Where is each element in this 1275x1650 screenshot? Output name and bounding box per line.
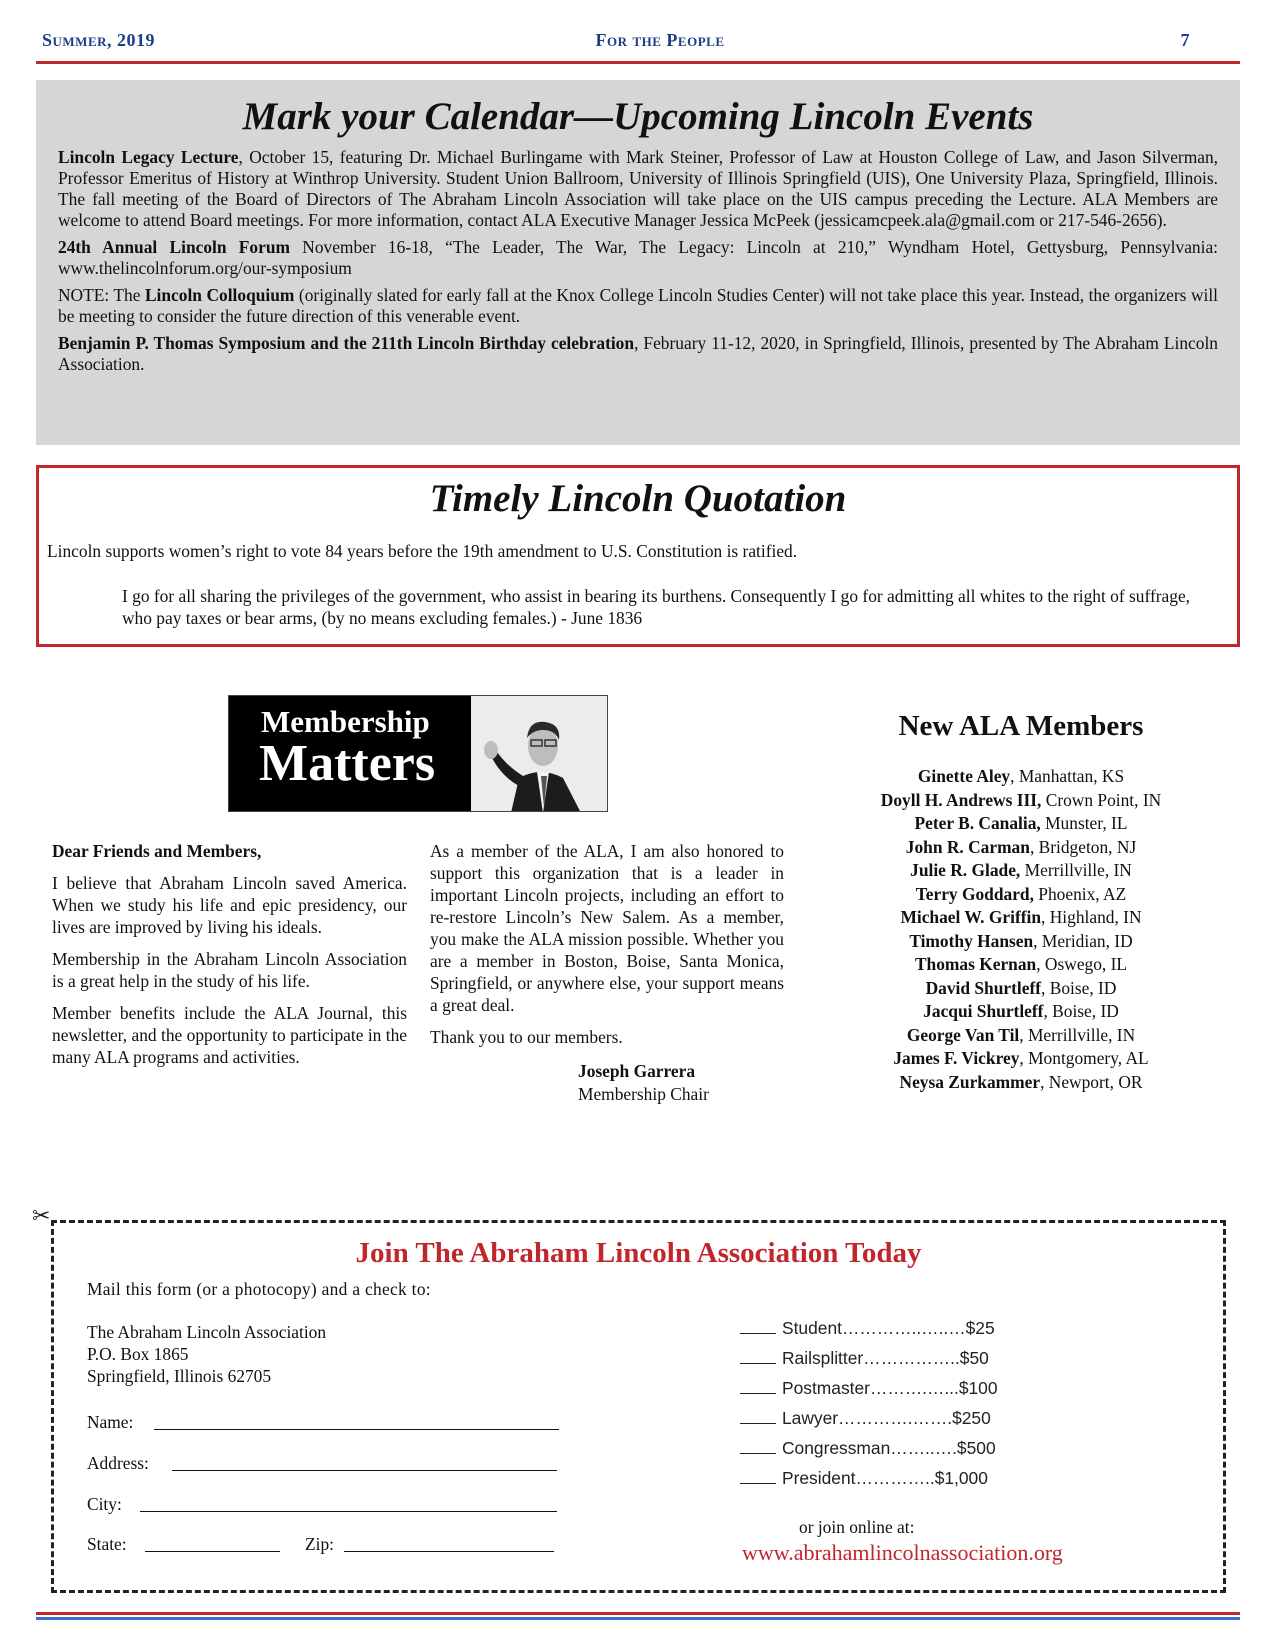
event-text: (originally slated for early fall at the Knox College Lincoln Studies Center) will not take place this year. Instead, the organizers will be meeting to consider the future direction of this venerable event. (58, 285, 1218, 326)
city-label: City: (87, 1494, 122, 1514)
list-item (836, 1024, 1206, 1048)
event-title: Lincoln Colloquium (144, 285, 295, 305)
level-lawyer[interactable] (740, 1408, 991, 1429)
address-line: Springfield, Illinois 62705 (87, 1366, 272, 1386)
address-label: Address: (87, 1453, 149, 1473)
quotation-text: I go for all sharing the privileges of the government, who assist in bearing its burthens. Consequently I go for admitting all whites to the right of suffrage, who pay taxes or bear arms, (by no means excluding females.) - June 1836 (122, 586, 1191, 628)
membership-paragraph: As a member of the ALA, I am also honored to support this organization that is a leader in important Lincoln projects, including an effort to re-restore Lincoln’s New Salem. As a member, you make the ALA mission possible. Whether you are a member in Boston, Boise, Santa Monica, Springfield, or anywhere else, your support means a great deal. (430, 841, 784, 1015)
address-line: The Abraham Lincoln Association (87, 1322, 327, 1342)
signature-name: Joseph Garrera (578, 1061, 696, 1081)
page-number: 7 (1180, 30, 1190, 50)
join-form (51, 1220, 1226, 1593)
mailing-address (87, 1321, 326, 1387)
event-thomas-symposium (58, 333, 1218, 375)
member-place: , Merrillville, IN (1019, 1024, 1136, 1045)
member-place: , Newport, OR (1040, 1071, 1143, 1092)
level-railsplitter[interactable] (740, 1348, 989, 1369)
list-item (836, 977, 1206, 1001)
footer-rule-blue (36, 1617, 1240, 1620)
event-text: November 16-18, “The Leader, The War, The Legacy: Lincoln at 210,” Wyndham Hotel, Gettysburg, Pennsylvania: www.thelincolnforum.org/our-symposium (58, 237, 1218, 278)
website-link[interactable]: www.abrahamlincolnassociation.org (742, 1540, 1063, 1565)
member-place: , Highland, IN (1041, 907, 1142, 927)
issue-date: Summer, 2019 (42, 30, 155, 50)
level-student[interactable] (740, 1318, 995, 1339)
member-place: , Boise, ID (1043, 1001, 1119, 1021)
mail-instructions: Mail this form (or a photocopy) and a check to: (87, 1279, 431, 1299)
member-name: Ginette Aley (917, 766, 1011, 786)
level-label: Lawyer………….…….$250 (782, 1408, 991, 1428)
member-name: Peter B. Canalia, (914, 813, 1041, 833)
event-lincoln-legacy-lecture (58, 147, 1218, 231)
list-item (836, 812, 1206, 836)
name-label: Name: (87, 1412, 134, 1432)
list-item (836, 789, 1206, 813)
member-name: Neysa Zurkammer (899, 1071, 1041, 1092)
list-item (836, 836, 1206, 860)
member-place: , Bridgeton, NJ (1029, 836, 1137, 857)
level-checkbox[interactable] (740, 1409, 776, 1424)
list-item (836, 906, 1206, 930)
level-label: Student…………..…..…$25 (782, 1318, 995, 1338)
level-label: President…………..$1,000 (782, 1468, 988, 1488)
member-place: Phoenix, AZ (1033, 883, 1127, 904)
member-place: Munster, IL (1040, 813, 1128, 833)
banner-line-1: Membership (261, 704, 430, 739)
list-item (836, 953, 1206, 977)
new-members-list (836, 710, 1206, 1094)
member-place: , Manhattan, KS (1010, 766, 1125, 786)
level-postmaster[interactable] (740, 1378, 998, 1399)
quotation-box (36, 465, 1240, 647)
member-name: Michael W. Griffin (900, 907, 1042, 927)
member-name: David Shurtleff (925, 977, 1042, 998)
event-lincoln-colloquium (58, 285, 1218, 327)
list-item (836, 1000, 1206, 1024)
footer-rule-red (36, 1612, 1240, 1615)
member-place: Merrillville, IN (1020, 860, 1132, 880)
event-title: Lincoln Legacy Lecture (58, 147, 239, 167)
member-name: George Van Til (906, 1024, 1020, 1045)
membership-paragraph: I believe that Abraham Lincoln saved America. When we study his life and epic presidency, our lives are improved by living his ideals. (52, 873, 407, 937)
address-line: P.O. Box 1865 (87, 1344, 189, 1364)
level-checkbox[interactable] (740, 1319, 776, 1334)
state-field[interactable] (145, 1551, 280, 1552)
speaker-photo (471, 696, 608, 812)
membership-column-1 (52, 840, 407, 1078)
list-item (836, 930, 1206, 954)
member-place: Crown Point, IN (1041, 789, 1162, 810)
calendar-title: Mark your Calendar—Upcoming Lincoln Events (242, 95, 1034, 138)
online-join-label: or join online at: (799, 1517, 915, 1537)
membership-column-2 (430, 840, 784, 1106)
member-place: , Montgomery, AL (1019, 1048, 1149, 1068)
member-place: , Oswego, IL (1036, 954, 1128, 974)
event-note-prefix: NOTE: The (58, 285, 145, 305)
signature-block (578, 1060, 784, 1106)
signature-title: Membership Chair (578, 1084, 709, 1104)
event-text: , October 15, featuring Dr. Michael Burlingame with Mark Steiner, Professor of Law at Houston College of Law, and Jason Silverman, Professor Emeritus of History at Winthrop University. Student Union Ballroom, University of Illinois Springfield (UIS), One University Plaza, Springfield, Illinois. The fall meeting of the Board of Directors of The Abraham Lincoln Association will take place on the UIS campus preceding the Lecture. ALA Members are welcome to attend Board meetings. For more information, contact ALA Executive Manager Jessica McPeek (jessicamcpeek.ala@gmail.com or 217-546-2656). (58, 147, 1218, 230)
membership-thanks: Thank you to our members. (430, 1027, 623, 1047)
list-item (836, 883, 1206, 907)
header-rule (36, 61, 1240, 64)
new-members-title: New ALA Members (898, 710, 1144, 742)
zip-field[interactable] (344, 1551, 554, 1552)
level-label: Postmaster……….…...$100 (782, 1378, 998, 1398)
membership-paragraph: Membership in the Abraham Lincoln Association is a great help in the study of his life. (52, 949, 407, 991)
membership-paragraph: Member benefits include the ALA Journal, this newsletter, and the opportunity to participate in the many ALA programs and activities. (52, 1003, 407, 1067)
level-label: Railsplitter……………..$50 (782, 1348, 989, 1368)
newsletter-name: For the People (595, 30, 725, 50)
member-name: Thomas Kernan (914, 954, 1037, 974)
level-congressman[interactable] (740, 1438, 996, 1459)
event-text: , February 11-12, 2020, in Springfield, Illinois, presented by The Abraham Lincoln Association. (58, 333, 1218, 374)
event-title: Benjamin P. Thomas Symposium and the 211th Lincoln Birthday celebration (58, 333, 635, 353)
event-lincoln-forum (58, 237, 1218, 279)
membership-banner (228, 695, 608, 812)
list-item (836, 859, 1206, 883)
join-form-title: Join The Abraham Lincoln Association Today (355, 1237, 922, 1269)
banner-line-2: Matters (259, 735, 436, 792)
member-name: James F. Vickrey (893, 1048, 1020, 1068)
list-item (836, 765, 1206, 789)
city-field[interactable] (140, 1511, 557, 1512)
greeting: Dear Friends and Members, (52, 841, 262, 861)
name-field[interactable] (154, 1429, 559, 1430)
calendar-box (36, 80, 1240, 445)
list-item (836, 1047, 1206, 1071)
level-checkbox[interactable] (740, 1439, 776, 1454)
member-name: Terry Goddard, (915, 883, 1034, 904)
level-checkbox[interactable] (740, 1379, 776, 1394)
level-checkbox[interactable] (740, 1469, 776, 1484)
member-name: Jacqui Shurtleff (923, 1001, 1044, 1021)
state-label: State: (87, 1534, 127, 1554)
member-name: John R. Carman (905, 836, 1030, 857)
member-name: Doyll H. Andrews III, (880, 789, 1042, 810)
member-place: , Boise, ID (1041, 977, 1117, 998)
speaker-photo-image (471, 696, 608, 812)
quotation-intro: Lincoln supports women’s right to vote 84 years before the 19th amendment to U.S. Constitution is ratified. (47, 541, 798, 561)
quotation-title: Timely Lincoln Quotation (429, 477, 847, 520)
zip-label: Zip: (305, 1534, 334, 1554)
member-name: Timothy Hansen (909, 930, 1034, 951)
level-label: Congressman……..….$500 (782, 1438, 996, 1458)
level-checkbox[interactable] (740, 1349, 776, 1364)
scissors-icon: ✂ (32, 1203, 51, 1228)
member-place: , Meridian, ID (1033, 930, 1133, 951)
event-title: 24th Annual Lincoln Forum (58, 237, 290, 257)
member-name: Julie R. Glade, (910, 860, 1021, 880)
level-president[interactable] (740, 1468, 988, 1489)
address-field[interactable] (172, 1470, 557, 1471)
list-item (836, 1071, 1206, 1095)
